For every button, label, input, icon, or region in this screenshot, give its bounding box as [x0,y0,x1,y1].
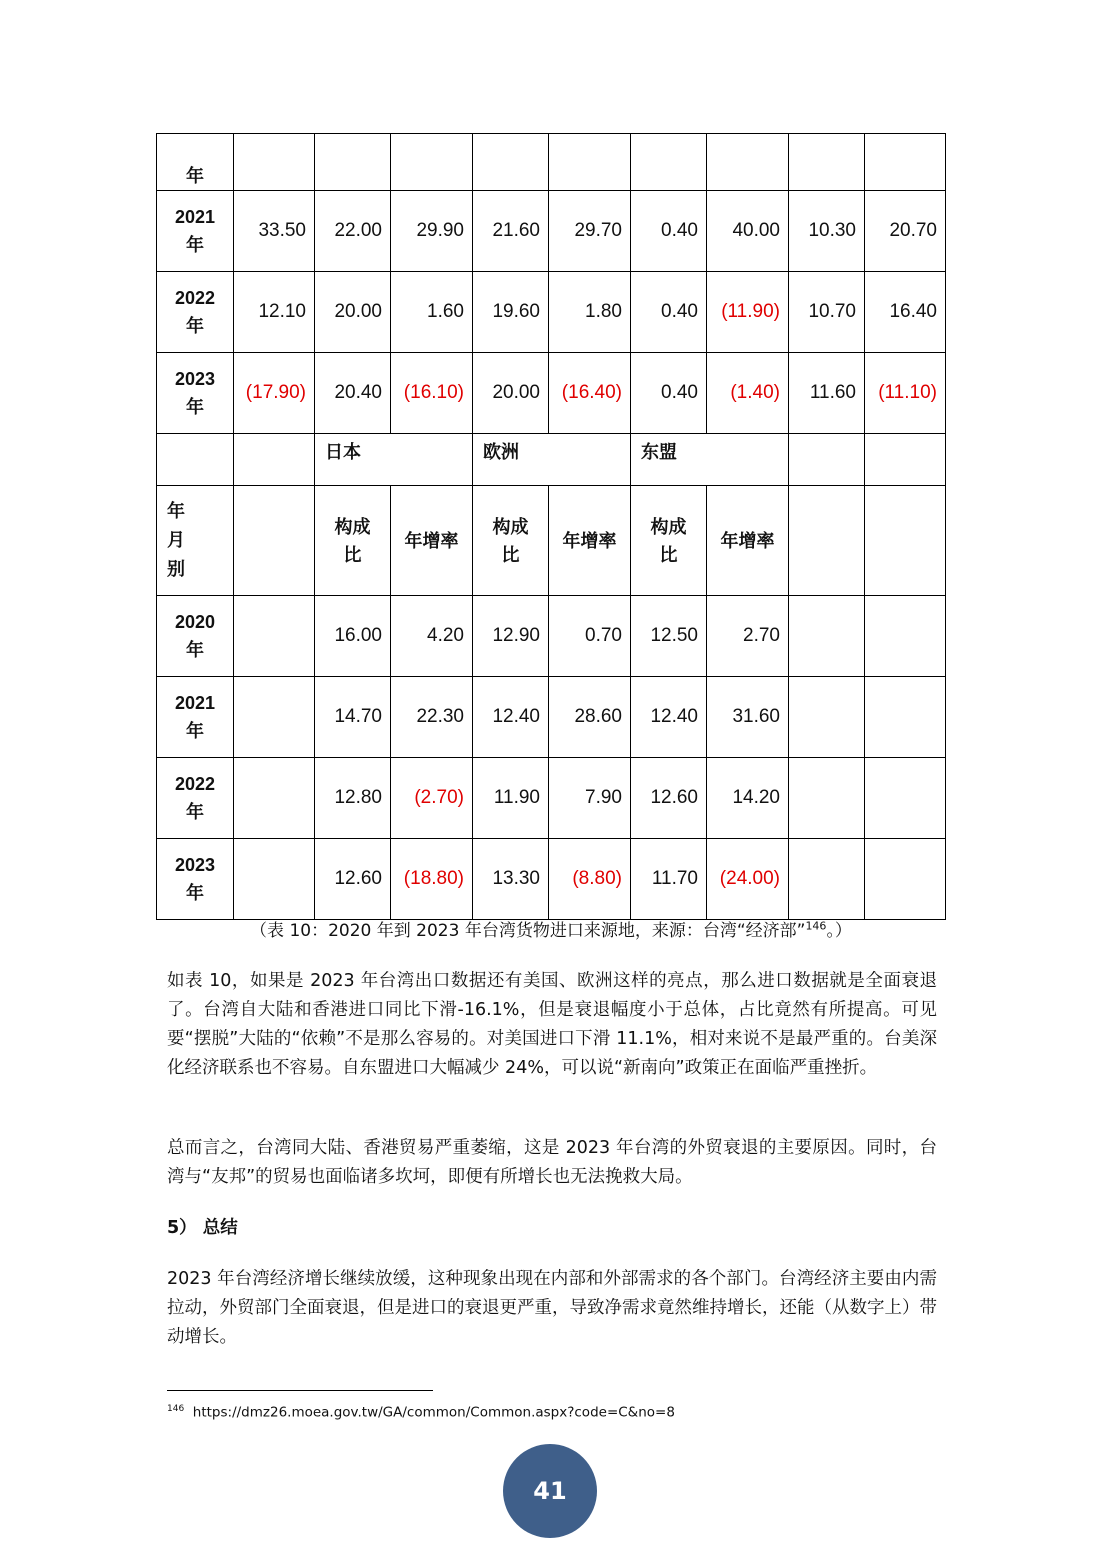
year-label: 年 [186,397,204,417]
table-cell: (16.10) [391,353,473,434]
table-cell: (8.80) [549,839,631,920]
column-header [391,486,473,596]
year-label: 2022 [174,288,216,308]
table-cell: 0.40 [631,191,707,272]
table-cell: 20.00 [473,353,549,434]
region-header-row [157,434,946,486]
table-cell [789,596,865,677]
table-row [157,353,946,434]
table-cell [865,839,946,920]
column-header-row [157,486,946,596]
year-cell [157,191,234,272]
table-row [157,191,946,272]
table-cell: 16.40 [865,272,946,353]
table-cell: 12.80 [315,758,391,839]
header-char: 别 [167,559,185,579]
table-cell [234,596,315,677]
column-header [473,486,549,596]
year-label: 年 [186,640,204,660]
table-cell: 4.20 [391,596,473,677]
column-header-label: 比 [343,544,362,565]
table-cell: 1.60 [391,272,473,353]
year-label: 2023 [174,855,216,875]
table-cell: (2.70) [391,758,473,839]
table-cell: (1.40) [707,353,789,434]
empty-cell [865,486,946,596]
table-cell: 22.00 [315,191,391,272]
table-cell: 20.00 [315,272,391,353]
header-char: 年 [167,501,185,521]
year-cell [157,353,234,434]
year-label: 2023 [174,369,216,389]
table-cell [631,134,707,191]
table-cell [234,677,315,758]
table-cell: 11.60 [789,353,865,434]
table-cell: 14.70 [315,677,391,758]
empty-cell [789,486,865,596]
year-cell [157,677,234,758]
table-cell: (18.80) [391,839,473,920]
year-label: 2020 [174,612,216,632]
column-header-label: 比 [501,544,520,565]
column-header-label: 构成 [492,516,529,537]
table-cell: 28.60 [549,677,631,758]
section-heading: 5） 总结 [167,1218,238,1238]
table-cell [234,839,315,920]
table-cell [234,758,315,839]
table-cell: 12.40 [631,677,707,758]
table-cell: 11.90 [473,758,549,839]
year-label: 年 [186,883,204,903]
table-row [157,596,946,677]
year-label: 2022 [174,774,216,794]
footnote-divider [167,1390,433,1391]
table-cell [865,134,946,191]
year-cell [157,758,234,839]
column-header-label: 构成 [650,516,687,537]
year-cell [157,272,234,353]
table-cell: 0.40 [631,272,707,353]
table-cell: 12.60 [315,839,391,920]
column-header [631,486,707,596]
table-row [157,677,946,758]
table-row [157,758,946,839]
region-header: 日本 [315,434,473,486]
table-cell [789,758,865,839]
table-cell: 31.60 [707,677,789,758]
table-cell: 14.20 [707,758,789,839]
empty-cell [865,434,946,486]
table-cell: 0.40 [631,353,707,434]
table-cell: 19.60 [473,272,549,353]
table-cell [473,134,549,191]
table-cell: 22.30 [391,677,473,758]
table-cell: 16.00 [315,596,391,677]
column-header-label: 构成 [334,516,371,537]
column-header [707,486,789,596]
footnote-link[interactable]: https://dmz26.moea.gov.tw/GA/common/Common.aspx?code=C&no=8 [192,1404,675,1421]
table-cell [707,134,789,191]
region-header: 欧洲 [473,434,631,486]
table-cell [315,134,391,191]
table-cell: 13.30 [473,839,549,920]
table-caption: （表 10：2020 年到 2023 年台湾货物进口来源地，来源：台湾“经济部”$^{146}$。） [250,919,852,941]
year-label: 2021 [174,207,216,227]
table-cell: 1.80 [549,272,631,353]
table-cell: 0.70 [549,596,631,677]
year-cell [157,134,234,191]
table-cell: (11.10) [865,353,946,434]
import-source-table [156,133,946,920]
table-cell: 33.50 [234,191,315,272]
table-cell: 12.40 [473,677,549,758]
column-header-label: 年增率 [562,530,617,551]
table-row [157,839,946,920]
year-label: 年 [186,166,204,186]
table-row [157,134,946,191]
region-header: 东盟 [631,434,789,486]
table-cell [789,134,865,191]
table-cell: 12.60 [631,758,707,839]
header-char: 月 [167,530,185,550]
table-cell [234,134,315,191]
table-cell: (11.90) [707,272,789,353]
table-cell: (16.40) [549,353,631,434]
table-cell [865,596,946,677]
page-number-badge: 41 [503,1444,597,1538]
table-row [157,272,946,353]
table-cell [391,134,473,191]
empty-cell [789,434,865,486]
table-cell: 2.70 [707,596,789,677]
table-cell: 7.90 [549,758,631,839]
table-cell: 40.00 [707,191,789,272]
year-label: 年 [186,235,204,255]
year-label: 年 [186,802,204,822]
table-cell [789,677,865,758]
column-header [315,486,391,596]
table-cell: 12.90 [473,596,549,677]
empty-cell [234,434,315,486]
empty-cell [157,434,234,486]
table-cell: (24.00) [707,839,789,920]
column-header-label: 比 [659,544,678,565]
year-label: 2021 [174,693,216,713]
table-cell: 10.30 [789,191,865,272]
year-label: 年 [186,721,204,741]
year-cell [157,839,234,920]
year-cell [157,596,234,677]
table-cell: 21.60 [473,191,549,272]
table-cell: 20.70 [865,191,946,272]
table-cell: 12.50 [631,596,707,677]
table-cell [789,839,865,920]
paragraph-summary: 2023 年台湾经济增长继续放缓，这种现象出现在内部和外部需求的各个部门。台湾经济主要由内需拉动，外贸部门全面衰退，但是进口的衰退更严重，导致净需求竟然维持增长，还能（从数字上）带动增长。 [167,1269,937,1347]
footnote: $^{146}$ https://dmz26.moea.gov.tw/GA/common/Common.aspx?code=C&no=8 [167,1404,675,1421]
paragraph-import-analysis: 如表 10，如果是 2023 年台湾出口数据还有美国、欧洲这样的亮点，那么进口数据就是全面衰退了。台湾自大陆和香港进口同比下滑-16.1%，但是衰退幅度小于总体，占比竟然有所提高。可见要“摆脱”大陆的“依赖”不是那么容易的。对美国进口下滑 11.1%，相对来说不是最严重的。台美深化经济联系也不容易。自东盟进口大幅减少 24%，可以说“新南向”政策正在面临严重挫折。 [167,971,937,1078]
table-cell: 29.90 [391,191,473,272]
column-header-label: 年增率 [404,530,459,551]
table-cell: 10.70 [789,272,865,353]
year-month-header [157,486,234,596]
table-cell: 11.70 [631,839,707,920]
table-cell: 20.40 [315,353,391,434]
table-cell [865,758,946,839]
paragraph-conclusion: 总而言之，台湾同大陆、香港贸易严重萎缩，这是 2023 年台湾的外贸衰退的主要原因。同时，台湾与“友邦”的贸易也面临诸多坎坷，即便有所增长也无法挽救大局。 [167,1138,937,1187]
table-cell [549,134,631,191]
table-cell: (17.90) [234,353,315,434]
column-header-label: 年增率 [720,530,775,551]
table-cell: 29.70 [549,191,631,272]
column-header [549,486,631,596]
table-cell: 12.10 [234,272,315,353]
table-cell [865,677,946,758]
year-label: 年 [186,316,204,336]
empty-cell [234,486,315,596]
